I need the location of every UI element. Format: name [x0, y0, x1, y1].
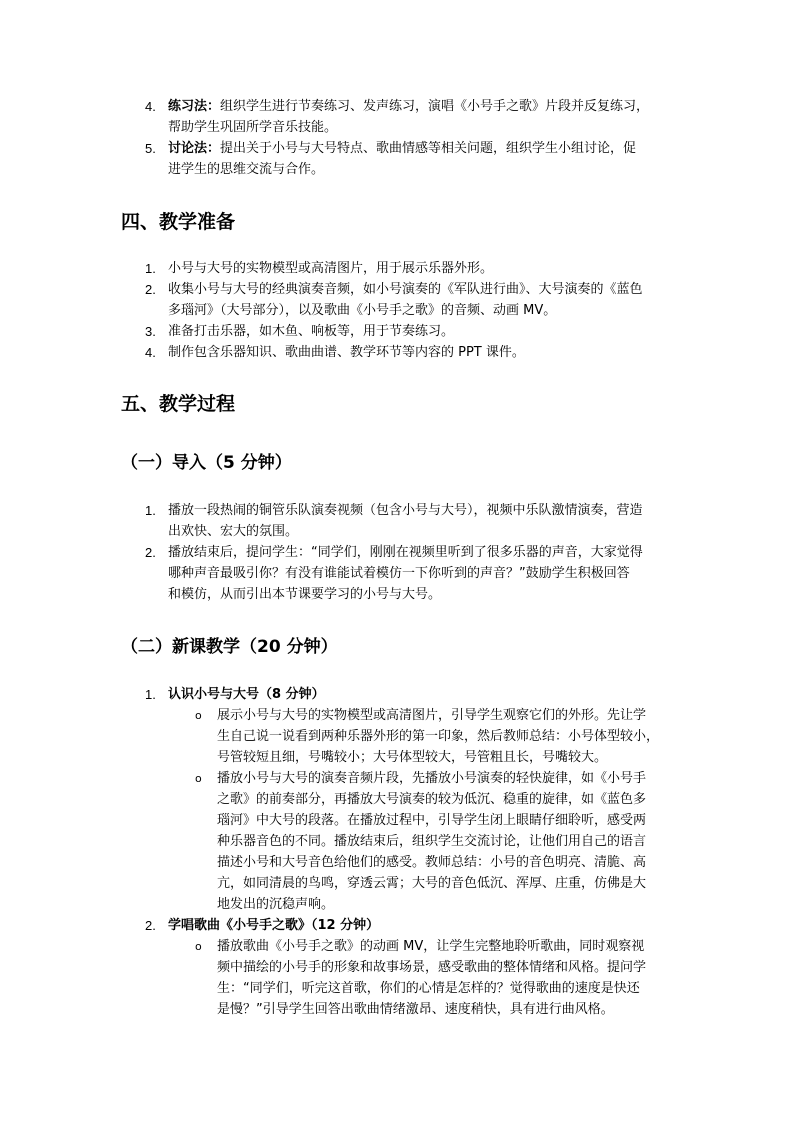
bullet-item: 播放小号与大号的演奏音频片段，先播放小号演奏的轻快旋律，如《小号手 之歌》的前奏部分，再播放大号演奏的较为低沉、稳重的旋律，如《蓝色多 瑙河》中大号的段落。在播放过程中，引导学生闭上眼睛仔细聆听，感受两 种乐器音色的不同。播放结束后，组织学生交流讨论，让他们用自己的语言 描述小号和大号音色给他们的感受。教师总结：小号的音色明亮、清脆、高 亢，如同清晨的鸟鸣，穿透云霄；大号的音色低沉、浑厚、庄重，仿佛是大 地发出的沉稳声响。 [217, 771, 647, 912]
list-item-heading: 学唱歌曲《小号手之歌》（12 分钟） [168, 918, 380, 933]
method-text: 练习法：组织学生进行节奏练习、发声练习，演唱《小号手之歌》片段并反复练习， 帮助学生巩固所学音乐技能。 [168, 99, 650, 135]
list-number: 1. [145, 687, 156, 702]
section-heading: 五、教学过程 [121, 393, 236, 415]
bullet-item: 展示小号与大号的实物模型或高清图片，引导学生观察它们的外形。先让学 生自己说一说看到两种乐器外形的第一印象，然后教师总结：小号体型较小， 号管较短且细，号嘴较小；大号体型较大，号管粗且长，号嘴较大。 [217, 708, 660, 765]
list-number: 1. [145, 503, 156, 518]
method-term: 练习法： [168, 99, 221, 114]
list-item: 收集小号与大号的经典演奏音频，如小号演奏的《军队进行曲》、大号演奏的《蓝色 多瑙河》（大号部分），以及歌曲《小号手之歌》的音频、动画 MV。 [168, 282, 643, 318]
list-item: 播放一段热闹的铜管乐队演奏视频（包含小号与大号），视频中乐队激情演奏，营造 出欢快、宏大的氛围。 [168, 503, 643, 539]
bullet-item: 播放歌曲《小号手之歌》的动画 MV，让学生完整地聆听歌曲，同时观察视 频中描绘的小号手的形象和故事场景，感受歌曲的整体情绪和风格。提问学 生：“同学们，听完这首歌，你们的心情是怎样的？觉得歌曲的速度是快还 是慢？”引导学生回答出歌曲情绪激昂、速度稍快，具有进行曲风格。 [217, 939, 647, 1017]
list-number: 2. [145, 282, 156, 297]
list-item: 制作包含乐器知识、歌曲曲谱、教学环节等内容的 PPT 课件。 [168, 345, 525, 360]
list-number: 1. [145, 261, 156, 276]
list-number: 5. [145, 141, 156, 156]
method-text: 讨论法：提出关于小号与大号特点、歌曲情感等相关问题，组织学生小组讨论，促 进学生的思维交流与合作。 [168, 141, 637, 177]
list-item: 小号与大号的实物模型或高清图片，用于展示乐器外形。 [168, 261, 494, 276]
list-item-heading: 认识小号与大号（8 分钟） [168, 687, 325, 702]
list-item: 准备打击乐器，如木鱼、响板等，用于节奏练习。 [168, 324, 455, 339]
bullet-circle-icon: o [195, 709, 202, 722]
bullet-circle-icon: o [195, 772, 202, 785]
subsection-heading: （二）新课教学（20 分钟） [121, 637, 338, 657]
list-number: 2. [145, 918, 156, 933]
subsection-heading: （一）导入（5 分钟） [121, 453, 292, 473]
list-number: 2. [145, 545, 156, 560]
section-heading: 四、教学准备 [121, 211, 236, 233]
list-number: 4. [145, 345, 156, 360]
bullet-circle-icon: o [195, 940, 202, 953]
list-number: 3. [145, 324, 156, 339]
method-term: 讨论法： [168, 141, 221, 156]
list-item: 播放结束后，提问学生：“同学们，刚刚在视频里听到了很多乐器的声音，大家觉得 哪种声音最吸引你？有没有谁能试着模仿一下你听到的声音？”鼓励学生积极回答 和模仿，从而引出本节课要学习的小号与大号。 [168, 545, 643, 602]
list-number: 4. [145, 99, 156, 114]
